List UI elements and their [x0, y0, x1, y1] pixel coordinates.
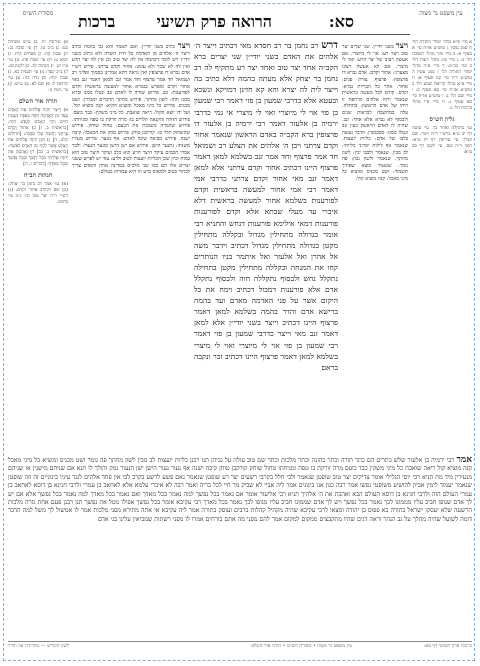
ein-mishpat-header: עין משפט נר מצוה — [419, 10, 463, 17]
tractate-title: ברכות — [78, 12, 116, 31]
page-footer — [8, 641, 472, 652]
tosafot-heading: ויצר — [177, 40, 190, 50]
hagahot-text: (א) גמ׳ אמר רב נחמן בר יצחק: (ב) שם דכתיב אחור וקדם: (ג) רש״י ד״ה יצר טוב וכו׳ נ״ב עי׳ בתוס׳: — [8, 182, 68, 205]
gemara-column — [194, 40, 338, 450]
footer-right: ברכות פרק תשיעי דף סא: — [423, 644, 472, 649]
chapter-title: הרואה פרק תשיעי — [156, 12, 272, 31]
ein-mishpat-entries: א מיי׳ פ״א מהל׳ יסודי התורה הל׳ ח סמג עשין ג טוש״ע או״ח סי׳ א סעיף א: ב מיי׳ פ״ד מהל׳ תשובה הל׳ ב: ג מיי׳ פ״ג מהל׳ דעות הל׳ ב ועי׳ בכ״מ: ד מיי׳ פ״ה מהל׳ יסודי התורה הל׳ ז סמג עשין ה טוש״ע יו״ד סי׳ קנז סעיף א: ה מיי׳ פ״א מהל׳ קריאת שמע הל׳ ב טוש״ע או״ח סי׳ סא סעיף ב: ו מיי׳ שם הל׳ ג: ז טוש״ע או״ח סי׳ סא סעיף ג: ח מיי׳ פ״י מהל׳ ברכות הל׳ ג: — [412, 40, 472, 111]
gilyon-hashas-heading: גליון הש״ס — [429, 116, 455, 123]
lower-text: רבי ירמיה בן אלעזר שלש כתרים הם כתר תורה וכתר כהונה וכתר מלכות וכתר שם טוב עולה על גביהן תנו רבנן כליות יועצות לב מבין לשון מחתך פה גומר ושט מכניס ומוציא כל מיני מאכל קנה מוציא קול ריאה שואבת כל מיני משקין כבד כועס מרה זורקת בו טפה ומניחתו טחול שוחק קורקבן טוחן קיבה ישנה אף נעור נעור הישן ישן הנעור נמק והולך לו תנא אם שניהם מישנין או שניהם מנעירין מיד מת תניא רבי יוסי הגלילי אומר צדיקים יצר טוב שופטן שנאמר ולבי חלל בקרבי רשעים יצר רע שופטן שנאמר נאם פשע לרשע בקרב לבי אין פחד אלהים לנגד עיניו בינוניים זה וזה שופטן שנאמר יעמוד לימין אביון להושיע משופטי נפשו אמר רבה כגון אנו בינונים אמר ליה אביי לא שביק מר חיי לכל בריה ואמר רבה לא איברי עלמא אלא לאחאב בן עמרי ולרבי חנינא בן דוסא לאחאב בן עמרי העולם הזה ולרבי חנינא בן דוסא העולם הבא ואהבת את ה׳ אלהיך תניא רבי אליעזר אומר אם נאמר בכל נפשך למה נאמר בכל מאדך ואם נאמר בכל מאדך למה נאמר בכל נפשך אלא אם יש לך אדם שגופו חביב עליו מממונו לכך נאמר בכל נפשך ויש לך אדם שממונו חביב עליו מגופו לכך נאמר בכל מאדך רבי עקיבא אומר בכל נפשך אפילו נוטל את נפשך תנו רבנן פעם אחת גזרה מלכות הרשעה שלא יעסקו ישראל בתורה בא פפוס בן יהודה ומצאו לרבי עקיבא שהיה מקהיל קהלות ברבים ועוסק בתורה אמר ליה עקיבא אי אתה מתירא מפני מלכות אמר לו אמשול לך משל למה הדבר דומה לשועל שהיה מהלך על גב הנהר וראה דגים שהיו מתקבצים ממקום למקום אמר להם מפני מה אתם בורחים אמרו לו מפני רשתות שמביאין עלינו בני אדם — [8, 457, 472, 523]
talmud-page — [8, 8, 472, 658]
rashi-column — [342, 40, 408, 330]
torah-or-text: א) וַיִּיצֶר יְהוָה אֱלֹהִים אֶת הָאָדָם עָפָר מִן הָאֲדָמָה וַיִּפַּח בְּאַפָּיו נִשְׁמַת חַיִּים וַיְהִי הָאָדָם לְנֶפֶשׁ חַיָּה: [בראשית ב, ז] ב) אָחוֹר וָקֶדֶם צַרְתָּנִי וַתָּשֶׁת עָלַי כַּפֶּכָה: [תהלים קלט, ה] ג) וַיִּבֶן יְהוָה אֱלֹהִים אֶת הַצֵּלָע אֲשֶׁר לָקַח מִן הָאָדָם לְאִשָּׁה: [בראשית ב, כב] ד) וְאָהַבְתָּ אֵת יְהוָה אֱלֹהֶיךָ בְּכָל לְבָבְךָ וּבְכָל נַפְשְׁךָ וּבְכָל מְאֹדֶךָ: [דברים ו, ה] — [8, 108, 68, 167]
masoret-column — [8, 40, 68, 460]
lower-heading: אמר — [456, 456, 472, 465]
ein-mishpat-column — [412, 40, 472, 362]
lower-commentary-block — [8, 456, 472, 636]
hagahot-heading: הגהות הב״ח — [23, 172, 53, 179]
gilyon-hashas-text: גמ׳ בתחלה ואחר כך. עי׳ סוטה דף יב ע״א ברש״י ד״ה ויצר: שם ושלך. עי׳ עירובין דף יח ע״א: תוס׳ ד״ה שם. עי׳ לקמן דף סב ע״א: — [412, 126, 472, 155]
torah-or-heading: תורה אור השלם — [18, 98, 58, 105]
header-rule — [70, 34, 410, 35]
masoret-text: א) עירובין יח. ב) ע״ש ומנחות כט: ג) ב״ב טז. ד) עי׳ סוכה נב: ה) שבת קה: ו) פסחים קיח. ז) יומא ט: ח) עי׳ שבת פח: ט) עי׳ ע״ז יט. י) מנחות לב. כ) לקמן סג: ל) ב״ב קסד: מ) עי׳ תענית כא. נ) שבת קיח: ס) נדה כה: ע) עי׳ קדושין ל: פ) שם לא. צ) ע״ש: ק) עי׳ גיטין נו: — [8, 40, 68, 93]
gemara-text: רב נחמן בר רב חסדא מאי דכתיב וייצר ה׳ אלהים את האדם בשני יודי״ן שני יצרים ברא הקב״ה אחד יצר טוב ואחד יצר רע מתקיף לה רב נחמן בר יצחק אלא מעתה בהמה דלא כתיב בה וייצר לית לה יצרא והא קא חזינן דמזיקא ונשכא ובעטא אלא כדרבי שמעון בן פזי דאמר רבי שמעון בן פזי אוי לי מיוצרי ואוי לי מיצרי אי נמי כדרבי ירמיה בן אלעזר דאמר רבי ירמיה בן אלעזר דו פרצופין ברא הקב״ה באדם הראשון שנאמר אחור וקדם צרתני ויבן ה׳ אלהים את הצלע רב ושמואל חד אמר פרצוף וחד אמר זנב בשלמא למאן דאמר פרצוף היינו דכתיב אחור וקדם צרתני אלא למאן דאמר זנב מאי אחור וקדם צרתני כדרבי אמי דאמר רבי אמי אחור למעשה בראשית וקדם לפורענות בשלמא אחור למעשה בראשית דלא איברי עד מעלי שבתא אלא וקדם לפורענות פורענות דמאי אילימא פורענות דנחש והתניא רבי אומר בגדולה מתחילין מגדול ובקללה מתחילין מקטן בגדולה מתחילין מגדול דכתיב וידבר משה אל אהרן ואל אלעזר ואל איתמר בניו הנותרים קחו את המנחה ובקללה מתחילין מקטן בתחילה נתקלל נחש ולבסוף נתקללה חוה ולבסוף נתקלל אדם אלא פורענות דמבול דכתיב וימח את כל היקום אשר על פני האדמה מאדם ועד בהמה ברישא אדם והדר בהמה בשלמא למאן דאמר פרצוף היינו דכתיב וייצר בשני יודי״ן אלא למאן דאמר זנב מאי וייצר כדרבי שמעון בן פזי דאמר רבי שמעון בן פזי אוי לי מיוצרי ואוי לי מיצרי בשלמא למאן דאמר פרצוף היינו דכתיב זכר ונקבה בראם — [194, 41, 338, 372]
rashi-text: בשני יודי״ן. שני יצרים יצר טוב ויצר רע: אוי לי מיוצרי. אם אעשה רצונו של יצר הרע: ואוי לי מיצרי. אם לא אעשה רצונו מצערני: אחור וקדם. אדם נברא דו פרצופין: פרצוף. צורת פנים: אחור. אחר כל הבריות נברא: וקדם. קודם לכל מעשה בראשית שנאמר ורוח אלהים מרחפת זו רוחו של אדם הראשון: בתחלה. עלה במחשבה לבראות שנים ולבסוף לא נברא אלא אחד: זנב. שהיה לו לאדם הראשון כעין זנב ונטלו ממנו: מסכסכין. הדבר נעשה בלבו של אדם: כליות יועצות. שנאמר אף לילות יסרוני כליותי: לב מבין. שנאמר ולבבו יבין: לשון מחתך. שנאמר ולשון נכון: פה גומר. שנאמר מוצא שפתיך תשמור: ושט מכניס ומוציא כל מיני מאכל: קנה מוציא קול: — [342, 44, 408, 182]
daf-number: סא: — [328, 12, 354, 31]
rashi-heading: ויצר — [395, 40, 408, 50]
gemara-opening-word: דרש — [321, 40, 338, 51]
tosafot-text: כתיב בשני יודי״ן. ואם תאמר והא גבי בהמה כתיב וייצר ה׳ אלהים מן האדמה כל חית השדה ולא כתיב בשני יודי״ן ויש לומר דבהמה אין לה יצר טוב וכן אין לה יצר הרע ואין לה לא שכר ולא עונש: אחור וקדם צרתני. פירש רש״י אדם נברא דו פרצופין ואין נראה דהא אמרינן בסמוך ופליגי רב ושמואל חד אמר פרצוף וחד אמר זנב ולמאן דאמר זנב מאי אחור וקדם ומפרש בגמרא אחור למעשה בראשית וקדם לפורענות: זנב. פירוש שהיה לו לאדם זנב ונטלו ממנו וברא ממנו חוה: לשון מחתך. פירוש מחתך הדברים ומבררן: ושט מכניס. פירוש כל מיני מאכל ומוציא הקיא: קנה מוציא קול. ועל ידו יוצא הקול: ריאה שואבת. כל מיני משקין: כבד כועס. פירוש החרה והקנאה תלויים בו: מרה זורקת בו טפה ומניחתו. פירוש שהמרה משככת את הכעס: טחול שוחק. פירוש שהשחוק תלוי בו: קורקבן טוחן. פירוש טוחן את המאכל: קיבה ישנה. פירוש מביאה שינה לאדם: אף מנער. פירוש מעירו משנתו: נתנער הישן. פירוש אם ישן הישן ומנער הנעור: ולכך אמרו חכמים עיקר היצר הרע הוא בלב ועיקר היצר טוב הוא במוח וכיון שכן הכליות יועצות לטוב ולרע: עוד יש לפרש ששני יצרים אלו הם כמו שני מלכים במדינה אחת והאדם צריך לבחור בטוב ולמאוס ברע וזו היא עבודתו בעולם: — [72, 44, 190, 176]
masoret-header: מסורת הש״ס — [22, 10, 54, 17]
footer-middle: עין משפט נר מצוה • מסורת הש״ס • תורה אור השלם — [251, 644, 352, 649]
page-header — [8, 10, 472, 38]
footer-left: לשון הקודש — מהדורת עוז והדר — [8, 644, 70, 649]
tosafot-column — [72, 40, 190, 450]
